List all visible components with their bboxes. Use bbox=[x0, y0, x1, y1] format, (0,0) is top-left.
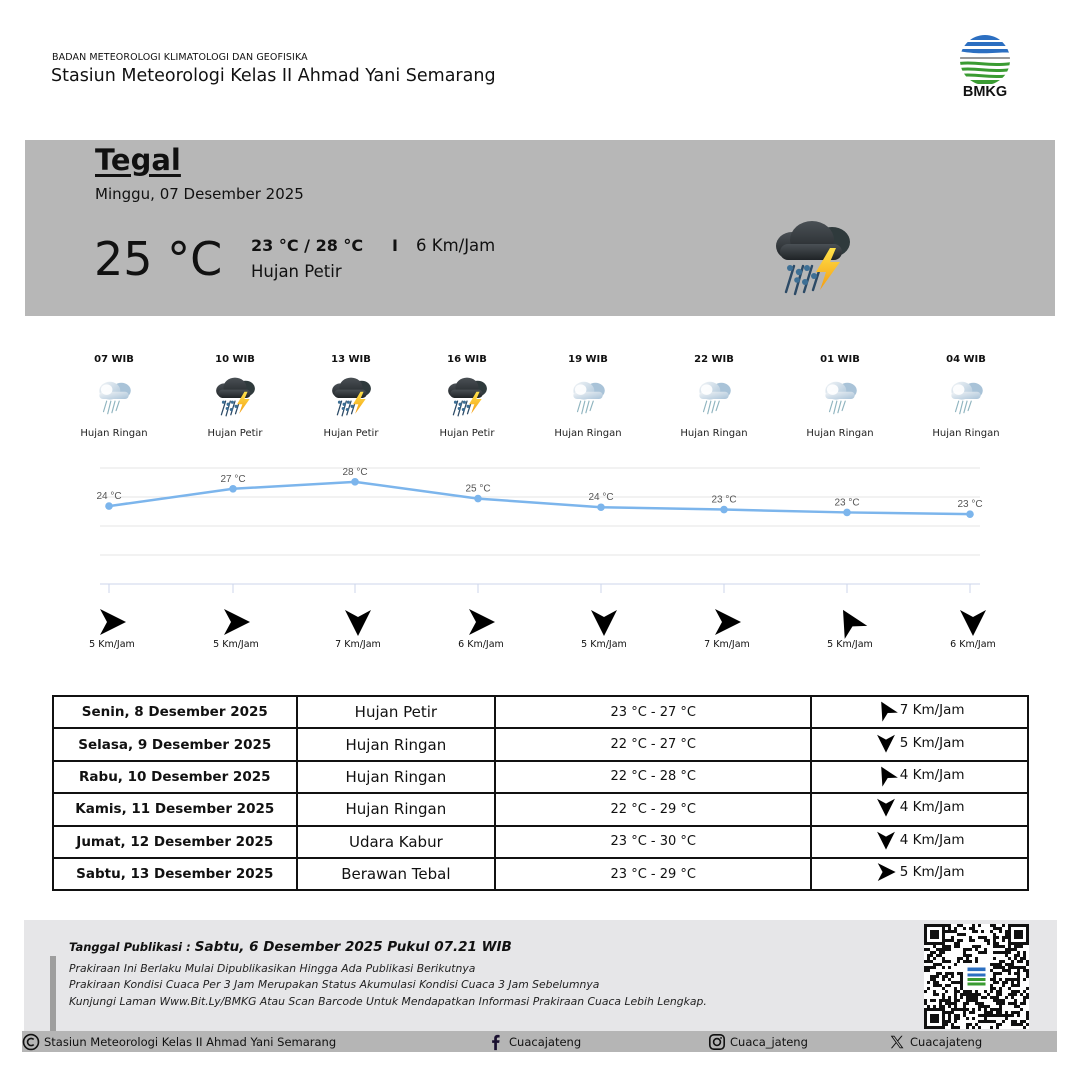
light-rain-icon bbox=[566, 376, 610, 420]
hour-condition: Hujan Petir bbox=[323, 428, 379, 439]
temperature-cell: 23 °C - 29 °C bbox=[495, 858, 811, 890]
facebook-handle: Cuacajateng bbox=[509, 1034, 582, 1049]
hour-condition: Hujan Ringan bbox=[554, 428, 622, 439]
condition-cell: Hujan Ringan bbox=[297, 761, 496, 793]
temperature-label: 23 °C bbox=[834, 497, 860, 509]
wind-item bbox=[682, 606, 772, 650]
wind-speed: 5 Km/Jam bbox=[827, 639, 873, 650]
table-row bbox=[53, 761, 1028, 793]
hourly-item bbox=[780, 352, 900, 439]
publication-date bbox=[69, 936, 512, 955]
hourly-item bbox=[175, 352, 295, 439]
wind-speed: 7 Km/Jam bbox=[704, 639, 750, 650]
hour-time: 19 WIB bbox=[568, 354, 608, 365]
light-rain-icon bbox=[692, 376, 736, 420]
wind-item bbox=[313, 606, 403, 650]
light-rain-icon bbox=[818, 376, 862, 420]
wind-speed: 5 Km/Jam bbox=[213, 639, 259, 650]
table-row bbox=[53, 826, 1028, 858]
wind-direction-icon bbox=[875, 732, 897, 754]
wind-item bbox=[436, 606, 526, 650]
publication-value: Sabtu, 6 Desember 2025 Pukul 07.21 WIB bbox=[194, 939, 512, 955]
wind-direction-icon bbox=[96, 606, 128, 638]
social-bar bbox=[22, 1031, 1057, 1052]
note-line: Kunjungi Laman Www.Bit.Ly/BMKG Atau Scan Barcode Untuk Mendapatkan Informasi Prakiraan Cuaca Lebih Lengkap. bbox=[69, 994, 707, 1008]
instagram-icon bbox=[708, 1033, 726, 1051]
wind-direction-icon bbox=[342, 606, 374, 638]
city-name: Tegal bbox=[95, 143, 181, 177]
thunderstorm-icon bbox=[213, 376, 257, 420]
current-condition: Hujan Petir bbox=[251, 262, 342, 281]
wind-speed: 4 Km/Jam bbox=[899, 766, 965, 783]
temperature-cell: 22 °C - 27 °C bbox=[495, 728, 811, 760]
table-row bbox=[53, 793, 1028, 825]
hour-condition: Hujan Ringan bbox=[806, 428, 874, 439]
hourly-item bbox=[407, 352, 527, 439]
hourly-forecast bbox=[0, 352, 1080, 452]
temperature-cell: 23 °C - 27 °C bbox=[495, 696, 811, 728]
temperature-point bbox=[720, 506, 728, 514]
wind-speed: 5 Km/Jam bbox=[899, 734, 965, 751]
day-cell: Kamis, 11 Desember 2025 bbox=[53, 793, 297, 825]
condition-cell: Hujan Petir bbox=[297, 696, 496, 728]
copyright-icon bbox=[22, 1033, 40, 1051]
wind-speed: 4 Km/Jam bbox=[899, 831, 965, 848]
wind-item bbox=[805, 606, 895, 650]
wind-cell bbox=[811, 696, 1028, 728]
publication-label: Tanggal Publikasi : bbox=[69, 940, 195, 954]
bmkg-logo-text: BMKG bbox=[962, 84, 1008, 100]
temperature-point bbox=[474, 495, 482, 503]
temperature-label: 24 °C bbox=[96, 491, 122, 503]
wind-direction-icon bbox=[875, 861, 897, 883]
hourly-item bbox=[654, 352, 774, 439]
temperature-point bbox=[966, 510, 974, 518]
hourly-item bbox=[528, 352, 648, 439]
hour-time: 22 WIB bbox=[694, 354, 734, 365]
day-cell: Jumat, 12 Desember 2025 bbox=[53, 826, 297, 858]
condition-cell: Berawan Tebal bbox=[297, 858, 496, 890]
wind-direction-icon bbox=[465, 606, 497, 638]
facebook-link[interactable] bbox=[487, 1032, 581, 1051]
wind-direction-icon bbox=[588, 606, 620, 638]
hour-condition: Hujan Ringan bbox=[680, 428, 748, 439]
light-rain-icon bbox=[944, 376, 988, 420]
wind-direction-icon bbox=[875, 796, 897, 818]
wind-speed: 5 Km/Jam bbox=[89, 639, 135, 650]
current-temperature: 25 °C bbox=[94, 232, 223, 286]
temperature-label: 24 °C bbox=[588, 492, 614, 504]
min-max-temperature: 23 °C / 28 °C bbox=[251, 236, 364, 255]
qr-code-icon[interactable] bbox=[924, 924, 1029, 1029]
temperature-label: 23 °C bbox=[711, 494, 737, 506]
hour-condition: Hujan Ringan bbox=[932, 428, 1000, 439]
wind-item bbox=[928, 606, 1018, 650]
temperature-label: 23 °C bbox=[957, 499, 983, 511]
day-cell: Sabtu, 13 Desember 2025 bbox=[53, 858, 297, 890]
facebook-icon bbox=[487, 1033, 505, 1051]
agency-name: BADAN METEOROLOGI KLIMATOLOGI DAN GEOFISIKA bbox=[52, 52, 308, 63]
temperature-label: 27 °C bbox=[220, 473, 246, 485]
copyright-text: Stasiun Meteorologi Kelas II Ahmad Yani Semarang bbox=[44, 1034, 337, 1049]
temperature-point bbox=[229, 485, 237, 493]
thunderstorm-icon bbox=[770, 220, 854, 300]
hour-condition: Hujan Petir bbox=[207, 428, 263, 439]
wind-direction-icon bbox=[828, 600, 872, 644]
temperature-chart bbox=[0, 460, 1080, 600]
wind-item bbox=[559, 606, 649, 650]
condition-cell: Hujan Ringan bbox=[297, 728, 496, 760]
notes bbox=[69, 961, 707, 1010]
wind-cell bbox=[811, 728, 1028, 760]
day-cell: Senin, 8 Desember 2025 bbox=[53, 696, 297, 728]
table-row bbox=[53, 858, 1028, 890]
wind-item bbox=[191, 606, 281, 650]
hourly-item bbox=[291, 352, 411, 439]
wind-item bbox=[67, 606, 157, 650]
x-icon bbox=[888, 1033, 906, 1051]
hour-time: 04 WIB bbox=[946, 354, 986, 365]
hourly-item bbox=[906, 352, 1026, 439]
temperature-cell: 22 °C - 28 °C bbox=[495, 761, 811, 793]
wind-speed: 6 Km/Jam bbox=[950, 639, 996, 650]
wind-speed: 5 Km/Jam bbox=[581, 639, 627, 650]
wind-direction-icon bbox=[957, 606, 989, 638]
wind-direction-icon bbox=[711, 606, 743, 638]
hourly-item bbox=[54, 352, 174, 439]
thunderstorm-icon bbox=[329, 376, 373, 420]
thunderstorm-icon bbox=[445, 376, 489, 420]
day-cell: Selasa, 9 Desember 2025 bbox=[53, 728, 297, 760]
wind-speed: 7 Km/Jam bbox=[335, 639, 381, 650]
wind-direction-icon bbox=[871, 695, 901, 725]
hour-time: 13 WIB bbox=[331, 354, 371, 365]
temperature-label: 25 °C bbox=[465, 483, 491, 495]
wind-cell bbox=[811, 761, 1028, 793]
temperature-label: 28 °C bbox=[342, 466, 368, 478]
wind-speed: 5 Km/Jam bbox=[899, 864, 965, 881]
current-weather-panel bbox=[25, 140, 1055, 316]
wind-speed: 6 Km/Jam bbox=[458, 639, 504, 650]
condition-cell: Udara Kabur bbox=[297, 826, 496, 858]
separator: I bbox=[392, 236, 398, 255]
instagram-link[interactable] bbox=[708, 1032, 808, 1051]
daily-forecast-table bbox=[52, 695, 1029, 891]
hourly-wind bbox=[0, 606, 1080, 656]
hour-time: 01 WIB bbox=[820, 354, 860, 365]
day-cell: Rabu, 10 Desember 2025 bbox=[53, 761, 297, 793]
publication-info bbox=[24, 920, 1057, 1031]
current-wind-speed: 6 Km/Jam bbox=[416, 236, 496, 255]
temperature-point bbox=[843, 509, 851, 517]
bmkg-logo bbox=[958, 34, 1012, 104]
hour-condition: Hujan Ringan bbox=[80, 428, 148, 439]
wind-speed: 7 Km/Jam bbox=[899, 702, 965, 719]
station-name: Stasiun Meteorologi Kelas II Ahmad Yani Semarang bbox=[51, 66, 496, 86]
condition-cell: Hujan Ringan bbox=[297, 793, 496, 825]
table-row bbox=[53, 728, 1028, 760]
temperature-point bbox=[597, 503, 605, 511]
note-line: Prakiraan Ini Berlaku Mulai Dipublikasikan Hingga Ada Publikasi Berikutnya bbox=[69, 962, 476, 975]
x-handle: Cuacajateng bbox=[910, 1034, 983, 1049]
temperature-cell: 22 °C - 29 °C bbox=[495, 793, 811, 825]
note-line: Prakiraan Kondisi Cuaca Per 3 Jam Merupakan Status Akumulasi Kondisi Cuaca 3 Jam Sebelumnya bbox=[69, 978, 600, 992]
temperature-cell: 23 °C - 30 °C bbox=[495, 826, 811, 858]
hour-time: 10 WIB bbox=[215, 354, 255, 365]
current-date: Minggu, 07 Desember 2025 bbox=[95, 185, 304, 203]
instagram-handle: Cuaca_jateng bbox=[730, 1034, 808, 1049]
copyright bbox=[22, 1032, 336, 1051]
bmkg-logo-icon bbox=[958, 34, 1012, 84]
hour-condition: Hujan Petir bbox=[439, 428, 495, 439]
wind-direction-icon bbox=[220, 606, 252, 638]
x-link[interactable] bbox=[888, 1032, 982, 1051]
temperature-point bbox=[105, 502, 113, 510]
wind-cell bbox=[811, 826, 1028, 858]
wind-cell bbox=[811, 858, 1028, 890]
light-rain-icon bbox=[92, 376, 136, 420]
accent-bar bbox=[50, 956, 56, 1031]
hour-time: 07 WIB bbox=[94, 354, 134, 365]
wind-speed: 4 Km/Jam bbox=[899, 799, 965, 816]
wind-direction-icon bbox=[871, 760, 901, 790]
temperature-point bbox=[351, 478, 359, 486]
wind-direction-icon bbox=[875, 829, 897, 851]
hour-time: 16 WIB bbox=[447, 354, 487, 365]
wind-cell bbox=[811, 793, 1028, 825]
table-row bbox=[53, 696, 1028, 728]
